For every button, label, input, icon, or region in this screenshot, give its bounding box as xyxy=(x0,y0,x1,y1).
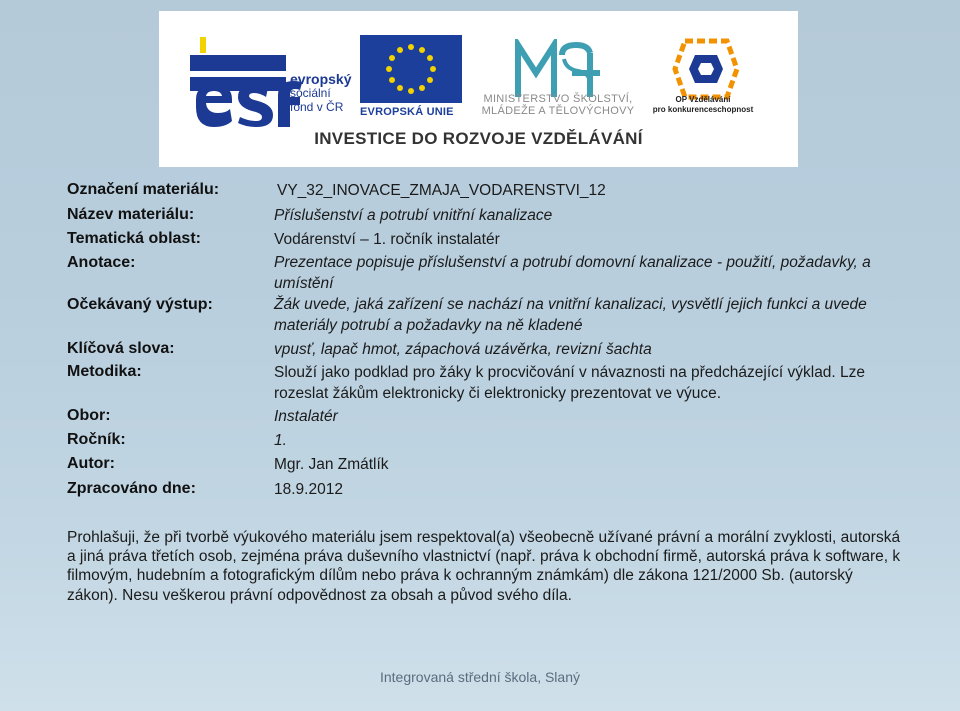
author-declaration: Prohlašuji, že při tvorbě výukového materiálu jsem respektoval(a) všeobecně užívané právní a morální zvyklosti, autorská a jiná práva třetích osob, zejména práva duševního vlastnictví (např. práva k obchodní firmě, autorská práva k software, k filmovým, hudebním a fotografickým dílům nebo práva k ochranným známkám) dle zákona 121/2000 Sb. (autorský zákon). Nesu veškerou právní odpovědnost za obsah a původ svého díla. xyxy=(67,529,901,604)
value-oznaceni: VY_32_INOVACE_ZMAJA_VODARENSTVI_12 xyxy=(277,182,606,199)
label-metodika: Metodika: xyxy=(67,363,142,380)
label-autor: Autor: xyxy=(67,455,115,472)
value-slova: vpusť, lapač hmot, zápachová uzávěrka, revizní šachta xyxy=(274,341,652,358)
label-obor: Obor: xyxy=(67,407,111,424)
op-caption xyxy=(645,95,761,115)
value-metodika: Slouží jako podklad pro žáky k procvičování v návaznosti na předcházející výklad. Lze rozeslat žákům elektronicky či elektronicky prezentovat ve výuce. xyxy=(274,364,866,402)
label-anotace: Anotace: xyxy=(67,254,136,271)
value-datum: 18.9.2012 xyxy=(274,481,343,498)
eu-label: EVROPSKÁ UNIE xyxy=(360,106,454,118)
esf-caption xyxy=(290,72,351,114)
ministry-caption xyxy=(472,93,644,117)
msmt-logo xyxy=(514,39,604,101)
op-line2: pro konkurenceschopnost xyxy=(652,105,754,114)
esf-title: evropský xyxy=(290,71,352,87)
ministry-line1: MINISTERSTVO ŠKOLSTVÍ, xyxy=(483,93,633,105)
op-line1: OP Vzdělávání xyxy=(675,95,731,104)
logo-banner xyxy=(159,11,798,167)
value-oblast: Vodárenství – 1. ročník instalatér xyxy=(274,231,500,248)
label-rocnik: Ročník: xyxy=(67,431,126,448)
value-autor: Mgr. Jan Zmátlík xyxy=(274,456,389,473)
label-nazev: Název materiálu: xyxy=(67,206,195,223)
label-datum: Zpracováno dne: xyxy=(67,480,196,497)
ministry-line2: MLÁDEŽE A TĚLOVÝCHOVY xyxy=(481,105,635,117)
value-nazev: Příslušenství a potrubí vnitřní kanalizace xyxy=(274,207,553,224)
eu-flag-icon xyxy=(360,35,462,103)
footer-school-name: Integrovaná střední škola, Slaný xyxy=(379,669,580,685)
value-obor: Instalatér xyxy=(274,408,338,425)
esf-line3: fond v ČR xyxy=(290,100,344,114)
value-rocnik: 1. xyxy=(274,432,287,449)
label-oblast: Tematická oblast: xyxy=(67,230,201,247)
slogan: INVESTICE DO ROZVOJE VZDĚLÁVÁNÍ xyxy=(314,129,643,148)
value-anotace: Prezentace popisuje příslušenství a potrubí domovní kanalizace - použití, požadavky, a umístění xyxy=(274,254,871,292)
label-oznaceni: Označení materiálu: xyxy=(67,181,220,198)
esf-line2: sociální xyxy=(290,86,331,100)
op-logo xyxy=(671,37,741,101)
label-slova: Klíčová slova: xyxy=(67,340,175,357)
label-vystup: Očekávaný výstup: xyxy=(67,296,213,313)
value-vystup: Žák uvede, jaká zařízení se nachází na vnitřní kanalizaci, vysvětlí jejich funkci a uvede materiály potrubí a požadavky na ně kladené xyxy=(274,296,867,334)
